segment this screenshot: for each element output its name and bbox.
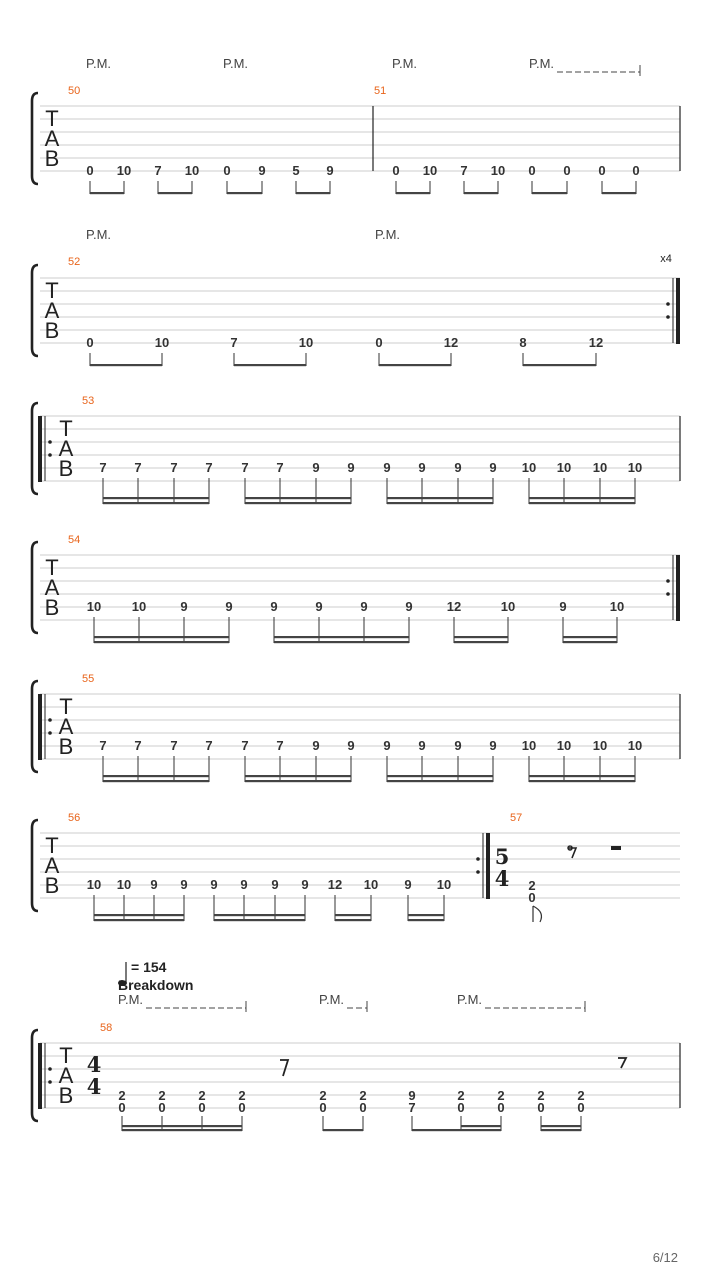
fret-number: 9 <box>150 877 158 892</box>
measure-number: 58 <box>100 1022 113 1034</box>
sixteenth-rest <box>280 1060 288 1076</box>
repeat-dot <box>48 1067 52 1071</box>
fret-number: 9 <box>383 460 391 475</box>
fret-number: 9 <box>240 877 248 892</box>
fret-number: 9 <box>360 599 368 614</box>
repeat-dot <box>48 718 52 722</box>
beam <box>387 775 493 777</box>
fret-number: 2 <box>118 1088 126 1103</box>
beam <box>335 914 371 916</box>
fret-number: 5 <box>292 163 300 178</box>
beam <box>103 497 209 499</box>
repeat-dot <box>48 453 52 457</box>
fret-number: 9 <box>301 877 309 892</box>
beam <box>396 192 430 194</box>
tab-clef-b: B <box>44 146 60 171</box>
beam <box>529 497 635 499</box>
eighth-rest <box>568 846 576 858</box>
beam <box>245 775 351 777</box>
fret-number: 2 <box>528 878 536 893</box>
beam <box>94 636 229 638</box>
beam <box>387 502 493 504</box>
measure-number: 50 <box>68 85 81 97</box>
fret-number: 10 <box>556 738 572 753</box>
time-signature-top: 4 <box>86 1052 102 1077</box>
fret-number: 7 <box>460 163 468 178</box>
fret-number: 9 <box>312 738 320 753</box>
repeat-dot <box>666 302 670 306</box>
fret-number: 10 <box>86 599 102 614</box>
tab-clef-t: T <box>45 833 59 858</box>
fret-number: 7 <box>170 738 178 753</box>
eighth-rest <box>618 1058 626 1068</box>
fret-number: 0 <box>497 1100 505 1115</box>
fret-number: 10 <box>116 163 132 178</box>
beam <box>541 1129 581 1131</box>
repeat-thick-bar <box>676 555 680 621</box>
fret-number: 0 <box>598 163 606 178</box>
measure-number: 53 <box>82 395 95 407</box>
repeat-dot <box>666 579 670 583</box>
repeat-dot <box>48 440 52 444</box>
tab-clef-b: B <box>58 734 74 759</box>
tab-clef-a: A <box>44 298 60 323</box>
beam <box>541 1125 581 1127</box>
measure-number: 56 <box>68 812 81 824</box>
fret-number: 10 <box>154 335 170 350</box>
fret-number: 9 <box>270 599 278 614</box>
fret-number: 9 <box>180 599 188 614</box>
fret-number: 0 <box>375 335 383 350</box>
tab-clef-b: B <box>44 318 60 343</box>
beam <box>296 192 330 194</box>
fret-number: 9 <box>404 877 412 892</box>
fret-number: 9 <box>408 1088 416 1103</box>
fret-number: 2 <box>577 1088 585 1103</box>
fret-number: 2 <box>238 1088 246 1103</box>
tab-clef-t: T <box>45 555 59 580</box>
fret-number: 10 <box>521 738 537 753</box>
tab-clef-t: T <box>59 1043 73 1068</box>
tab-clef-b: B <box>58 1083 74 1108</box>
beam <box>103 780 209 782</box>
fret-number: 10 <box>422 163 438 178</box>
palm-mute-label: P.M. <box>457 992 483 1007</box>
fret-number: 10 <box>556 460 572 475</box>
fret-number: 0 <box>392 163 400 178</box>
fret-number: 0 <box>86 335 94 350</box>
beam <box>234 364 306 366</box>
fret-number: 10 <box>436 877 452 892</box>
tab-clef-a: A <box>58 436 74 461</box>
fret-number: 9 <box>271 877 279 892</box>
beam <box>379 364 451 366</box>
beam <box>387 780 493 782</box>
beam <box>274 636 409 638</box>
beam <box>103 775 209 777</box>
tab-clef-a: A <box>58 1063 74 1088</box>
fret-number: 9 <box>312 460 320 475</box>
repeat-dot <box>476 870 480 874</box>
fret-number: 7 <box>205 460 213 475</box>
fret-number: 0 <box>158 1100 166 1115</box>
beam <box>454 641 508 643</box>
fret-number: 2 <box>319 1088 327 1103</box>
fret-number: 9 <box>383 738 391 753</box>
section-label: Breakdown <box>118 977 194 993</box>
fret-number: 9 <box>347 738 355 753</box>
beam <box>94 914 184 916</box>
score-layer <box>32 56 680 1265</box>
fret-number: 9 <box>405 599 413 614</box>
repeat-dot <box>476 857 480 861</box>
beam <box>227 192 262 194</box>
fret-number: 0 <box>359 1100 367 1115</box>
fret-number: 7 <box>276 460 284 475</box>
fret-number: 7 <box>408 1100 416 1115</box>
measure-number: 57 <box>510 812 523 824</box>
fret-number: 0 <box>457 1100 465 1115</box>
fret-number: 12 <box>588 335 604 350</box>
palm-mute-label: P.M. <box>319 992 345 1007</box>
fret-number: 7 <box>276 738 284 753</box>
tab-clef-a: A <box>58 714 74 739</box>
fret-number: 7 <box>205 738 213 753</box>
repeat-thick-bar <box>38 694 42 760</box>
repeat-thick-bar <box>486 833 490 899</box>
repeat-dot <box>666 315 670 319</box>
eighth-flag <box>533 906 541 922</box>
palm-mute-label: P.M. <box>118 992 144 1007</box>
fret-number: 9 <box>347 460 355 475</box>
beam <box>90 192 124 194</box>
fret-number: 10 <box>521 460 537 475</box>
fret-number: 10 <box>627 738 643 753</box>
palm-mute-label: P.M. <box>86 227 112 242</box>
tab-clef-b: B <box>44 873 60 898</box>
beam <box>529 780 635 782</box>
fret-number: 10 <box>592 738 608 753</box>
beam <box>122 1129 242 1131</box>
beam <box>408 914 444 916</box>
palm-mute-label: P.M. <box>529 56 555 71</box>
palm-mute-label: P.M. <box>375 227 401 242</box>
palm-mute-label: P.M. <box>86 56 112 71</box>
fret-number: 10 <box>592 460 608 475</box>
beam <box>529 775 635 777</box>
fret-number: 0 <box>563 163 571 178</box>
tab-clef-a: A <box>44 853 60 878</box>
system-bracket <box>32 820 38 911</box>
fret-number: 2 <box>457 1088 465 1103</box>
fret-number: 10 <box>500 599 516 614</box>
fret-number: 9 <box>559 599 567 614</box>
fret-number: 10 <box>627 460 643 475</box>
fret-number: 0 <box>223 163 231 178</box>
beam <box>454 636 508 638</box>
system-bracket <box>32 265 38 356</box>
beam <box>245 780 351 782</box>
repeat-dot <box>48 731 52 735</box>
beam <box>563 636 617 638</box>
fret-number: 12 <box>446 599 462 614</box>
system-bracket <box>32 1030 38 1121</box>
beam <box>532 192 567 194</box>
beam <box>408 919 444 921</box>
fret-number: 7 <box>230 335 238 350</box>
fret-number: 12 <box>327 877 343 892</box>
fret-number: 9 <box>210 877 218 892</box>
fret-number: 0 <box>528 890 536 905</box>
fret-number: 2 <box>198 1088 206 1103</box>
tab-clef-t: T <box>45 278 59 303</box>
repeat-dot <box>48 1080 52 1084</box>
tempo-value: = 154 <box>131 959 167 975</box>
palm-mute-label: P.M. <box>392 56 418 71</box>
repeat-thick-bar <box>38 416 42 482</box>
fret-number: 0 <box>319 1100 327 1115</box>
beam <box>214 919 305 921</box>
fret-number: 9 <box>454 460 462 475</box>
beam <box>94 919 184 921</box>
beam <box>274 641 409 643</box>
fret-number: 9 <box>454 738 462 753</box>
repeat-thick-bar <box>38 1043 42 1109</box>
fret-number: 0 <box>238 1100 246 1115</box>
beam <box>529 502 635 504</box>
beam <box>94 641 229 643</box>
system-bracket <box>32 93 38 184</box>
fret-number: 10 <box>116 877 132 892</box>
fret-number: 0 <box>118 1100 126 1115</box>
half-rest <box>611 846 621 850</box>
beam <box>245 497 351 499</box>
fret-number: 10 <box>298 335 314 350</box>
fret-number: 10 <box>86 877 102 892</box>
tab-clef-t: T <box>45 106 59 131</box>
fret-number: 10 <box>609 599 625 614</box>
fret-number: 10 <box>131 599 147 614</box>
beam <box>412 1129 501 1131</box>
beam <box>103 502 209 504</box>
repeat-dot <box>666 592 670 596</box>
tab-clef-t: T <box>59 694 73 719</box>
measure-number: 54 <box>68 534 81 546</box>
system-bracket <box>32 542 38 633</box>
system-bracket <box>32 403 38 494</box>
tab-clef-a: A <box>44 575 60 600</box>
measure-number: 55 <box>82 673 95 685</box>
fret-number: 9 <box>489 738 497 753</box>
fret-number: 10 <box>184 163 200 178</box>
beam <box>464 192 498 194</box>
beam <box>158 192 192 194</box>
fret-number: 7 <box>241 738 249 753</box>
fret-number: 0 <box>632 163 640 178</box>
tab-clef-b: B <box>58 456 74 481</box>
beam <box>90 364 162 366</box>
fret-number: 2 <box>359 1088 367 1103</box>
repeat-thick-bar <box>676 278 680 344</box>
beam <box>122 1125 242 1127</box>
repeat-count: x4 <box>660 253 672 265</box>
fret-number: 9 <box>418 460 426 475</box>
fret-number: 0 <box>198 1100 206 1115</box>
beam <box>602 192 636 194</box>
fret-number: 7 <box>99 738 107 753</box>
tab-clef-t: T <box>59 416 73 441</box>
fret-number: 12 <box>443 335 459 350</box>
fret-number: 0 <box>537 1100 545 1115</box>
fret-number: 2 <box>497 1088 505 1103</box>
fret-number: 7 <box>241 460 249 475</box>
beam <box>563 641 617 643</box>
fret-number: 9 <box>258 163 266 178</box>
fret-number: 10 <box>363 877 379 892</box>
time-signature-bottom: 4 <box>86 1074 102 1099</box>
fret-number: 7 <box>154 163 162 178</box>
beam <box>214 914 305 916</box>
beam <box>245 502 351 504</box>
fret-number: 8 <box>519 335 527 350</box>
fret-number: 2 <box>537 1088 545 1103</box>
fret-number: 0 <box>577 1100 585 1115</box>
fret-number: 0 <box>528 163 536 178</box>
fret-number: 9 <box>326 163 334 178</box>
fret-number: 9 <box>180 877 188 892</box>
tab-clef-a: A <box>44 126 60 151</box>
measure-number: 52 <box>68 256 81 268</box>
beam <box>523 364 596 366</box>
time-signature-top: 5 <box>494 844 510 869</box>
beam <box>461 1125 501 1127</box>
measure-number: 51 <box>374 85 387 97</box>
beam <box>335 919 371 921</box>
beam <box>387 497 493 499</box>
time-signature-bottom: 4 <box>494 866 510 891</box>
system-bracket <box>32 681 38 772</box>
fret-number: 9 <box>315 599 323 614</box>
fret-number: 7 <box>170 460 178 475</box>
fret-number: 2 <box>158 1088 166 1103</box>
tab-clef-b: B <box>44 595 60 620</box>
page-number: 6/12 <box>652 1250 678 1265</box>
palm-mute-label: P.M. <box>223 56 249 71</box>
beam <box>323 1129 363 1131</box>
fret-number: 9 <box>225 599 233 614</box>
fret-number: 9 <box>489 460 497 475</box>
fret-number: 9 <box>418 738 426 753</box>
fret-number: 10 <box>490 163 506 178</box>
fret-number: 0 <box>86 163 94 178</box>
fret-number: 7 <box>99 460 107 475</box>
fret-number: 7 <box>134 738 142 753</box>
fret-number: 7 <box>134 460 142 475</box>
